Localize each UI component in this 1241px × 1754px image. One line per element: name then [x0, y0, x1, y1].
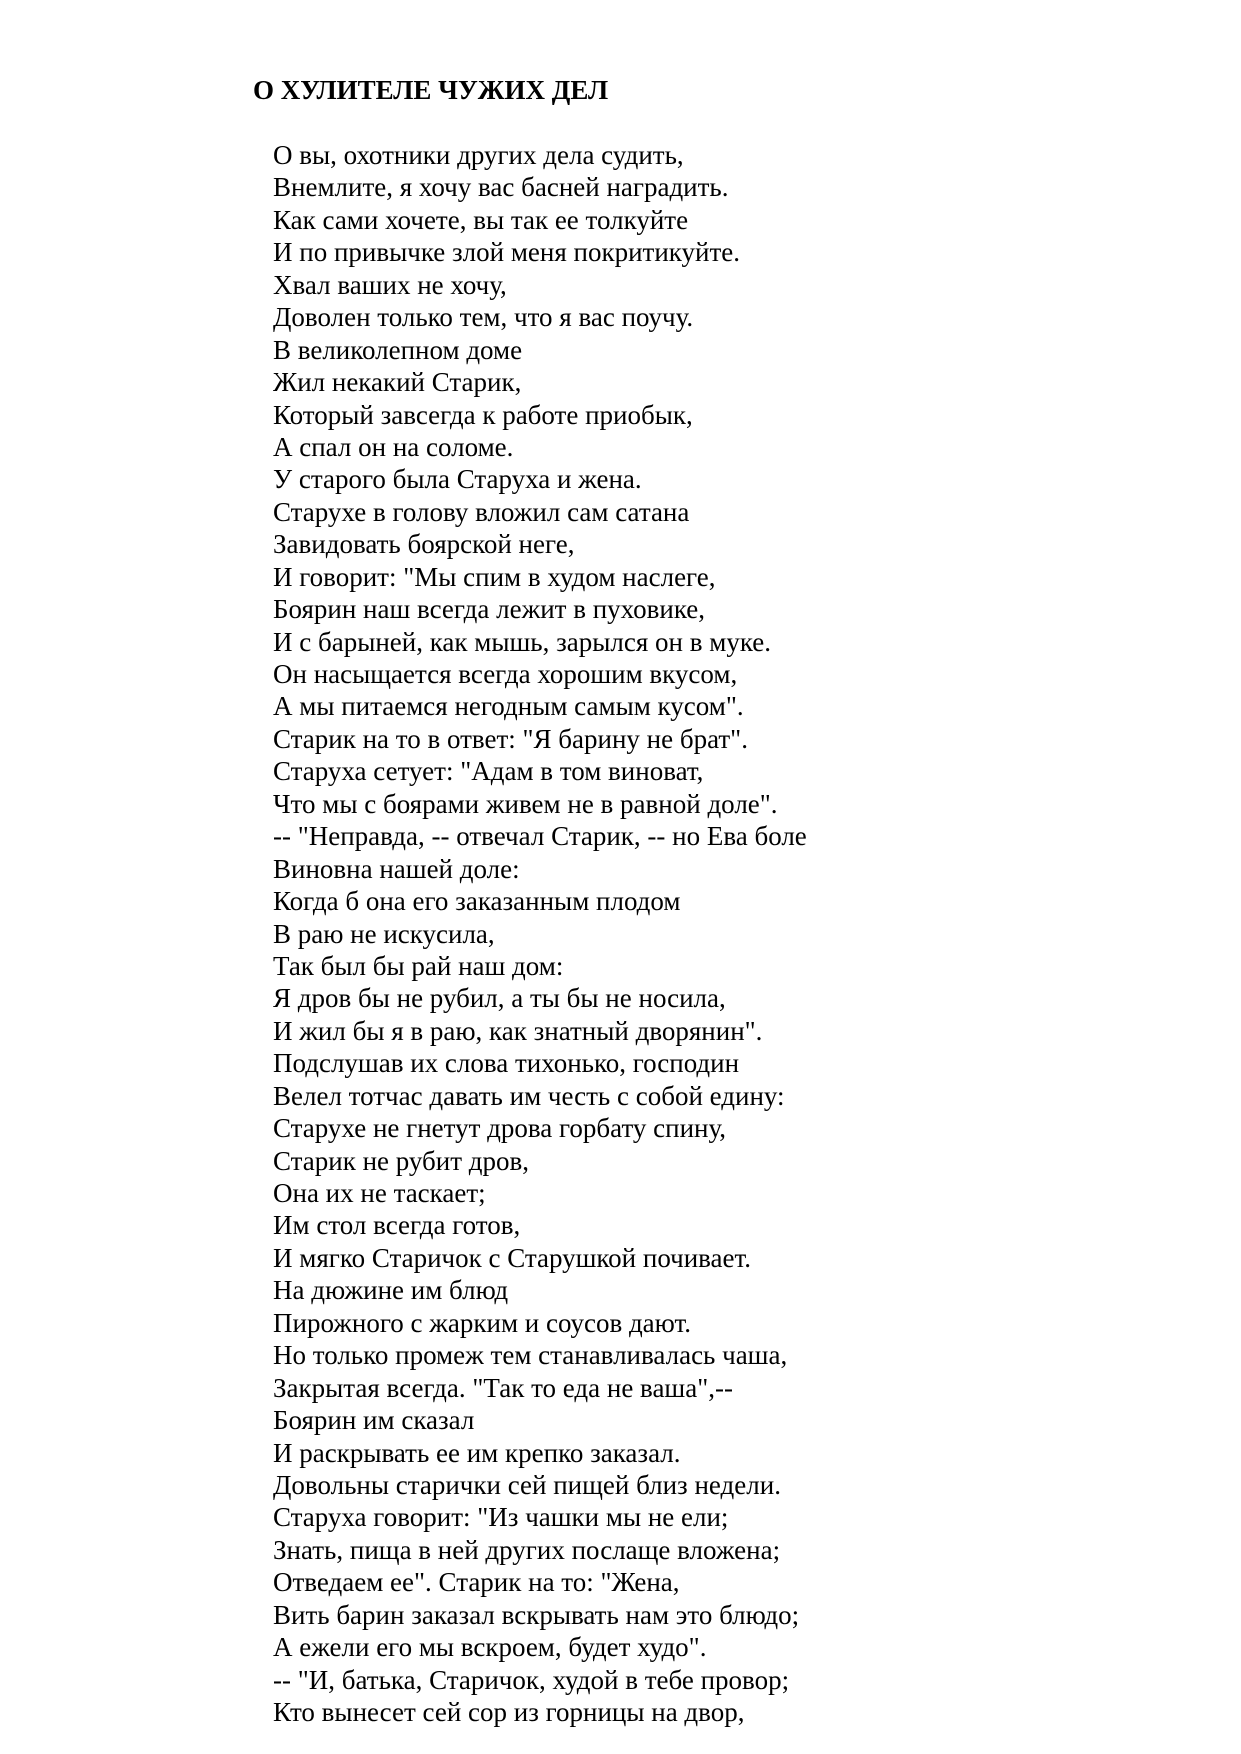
- poem-line: Кто вынесет сей сор из горницы на двор,: [273, 1697, 745, 1727]
- poem-line: Старухе не гнетут дрова горбату спину,: [273, 1113, 727, 1144]
- poem-line: -- "Неправда, -- отвечал Старик, -- но Ева боле: [273, 821, 807, 852]
- poem-line: А спал он на соломе.: [273, 431, 514, 462]
- poem-line: Что мы с боярами живем не в равной доле".: [273, 788, 778, 819]
- poem-line: Старуха сетует: "Адам в том виноват,: [273, 756, 704, 787]
- poem-line: Хвал ваших не хочу,: [273, 269, 507, 300]
- poem-line: Старик не рубит дров,: [273, 1145, 530, 1176]
- poem-line: И говорит: "Мы спим в худом наслеге,: [273, 561, 716, 592]
- poem-line: Когда б она его заказанным плодом: [273, 886, 681, 917]
- poem-line: Боярин наш всегда лежит в пуховике,: [273, 594, 706, 625]
- poem-line: Старуха говорит: "Из чашки мы не ели;: [273, 1502, 729, 1533]
- poem-line: Вить барин заказал вскрывать нам это блюдо;: [273, 1599, 800, 1630]
- poem-line: Боярин им сказал: [273, 1405, 475, 1436]
- poem-line: Жил некакий Старик,: [273, 367, 522, 398]
- poem-line: Он насыщается всегда хорошим вкусом,: [273, 659, 738, 689]
- poem-line: Она их не таскает;: [273, 1178, 486, 1208]
- poem-line: А ежели его мы вскроем, будет худо".: [273, 1632, 707, 1663]
- poem-line: И жил бы я в раю, как знатный дворянин".: [273, 1015, 763, 1046]
- poem-line: Отведаем ее". Старик на то: "Жена,: [273, 1567, 680, 1598]
- poem-line: Внемлите, я хочу вас басней наградить.: [273, 172, 729, 203]
- poem-line: В великолепном доме: [273, 334, 523, 365]
- poem-line: Закрытая всегда. "Так то еда не ваша",--: [273, 1372, 733, 1403]
- poem-body: [273, 139, 807, 1728]
- poem-line: И с барыней, как мышь, зарылся он в муке.: [273, 626, 771, 657]
- poem-line: -- "И, батька, Старичок, худой в тебе провор;: [273, 1664, 790, 1695]
- poem-line: Велел тотчас давать им честь с собой едину:: [273, 1080, 785, 1111]
- poem-line: О вы, охотники других дела судить,: [273, 140, 684, 170]
- poem-line: На дюжине им блюд: [273, 1275, 509, 1306]
- poem-line: Доволен только тем, что я вас поучу.: [273, 302, 694, 333]
- poem-line: Старик на то в ответ: "Я барину не брат".: [273, 723, 748, 754]
- poem-line: Старухе в голову вложил сам сатана: [273, 496, 690, 527]
- poem-line: Виновна нашей доле:: [273, 853, 520, 884]
- poem-line: И мягко Старичок с Старушкой почивает.: [273, 1242, 752, 1273]
- poem-line: Я дров бы не рубил, а ты бы не носила,: [273, 983, 726, 1014]
- poem-line: И по привычке злой меня покритикуйте.: [273, 237, 741, 268]
- poem-line: Пирожного с жарким и соусов дают.: [273, 1307, 691, 1338]
- poem-line: Так был бы рай наш дом:: [273, 950, 564, 981]
- poem-line: А мы питаемся негодным самым кусом".: [273, 691, 744, 722]
- poem-line: И раскрывать ее им крепко заказал.: [273, 1437, 681, 1468]
- poem-line: Но только промеж тем станавливалась чаша,: [273, 1340, 788, 1371]
- poem-line: Как сами хочете, вы так ее толкуйте: [273, 204, 689, 235]
- poem-line: Завидовать боярской неге,: [273, 529, 575, 560]
- poem-line: Который завсегда к работе приобык,: [273, 399, 693, 430]
- poem-line: В раю не искусила,: [273, 918, 495, 949]
- poem-line: Довольны старички сей пищей близ недели.: [273, 1469, 781, 1500]
- poem-line: У старого была Старуха и жена.: [273, 464, 642, 495]
- poem-line: Им стол всегда готов,: [273, 1210, 521, 1241]
- poem-line: Знать, пища в ней других послаще вложена;: [273, 1534, 781, 1565]
- poem-title: О ХУЛИТЕЛЕ ЧУЖИХ ДЕЛ: [253, 75, 609, 105]
- poem-line: Подслушав их слова тихонько, господин: [273, 1048, 740, 1079]
